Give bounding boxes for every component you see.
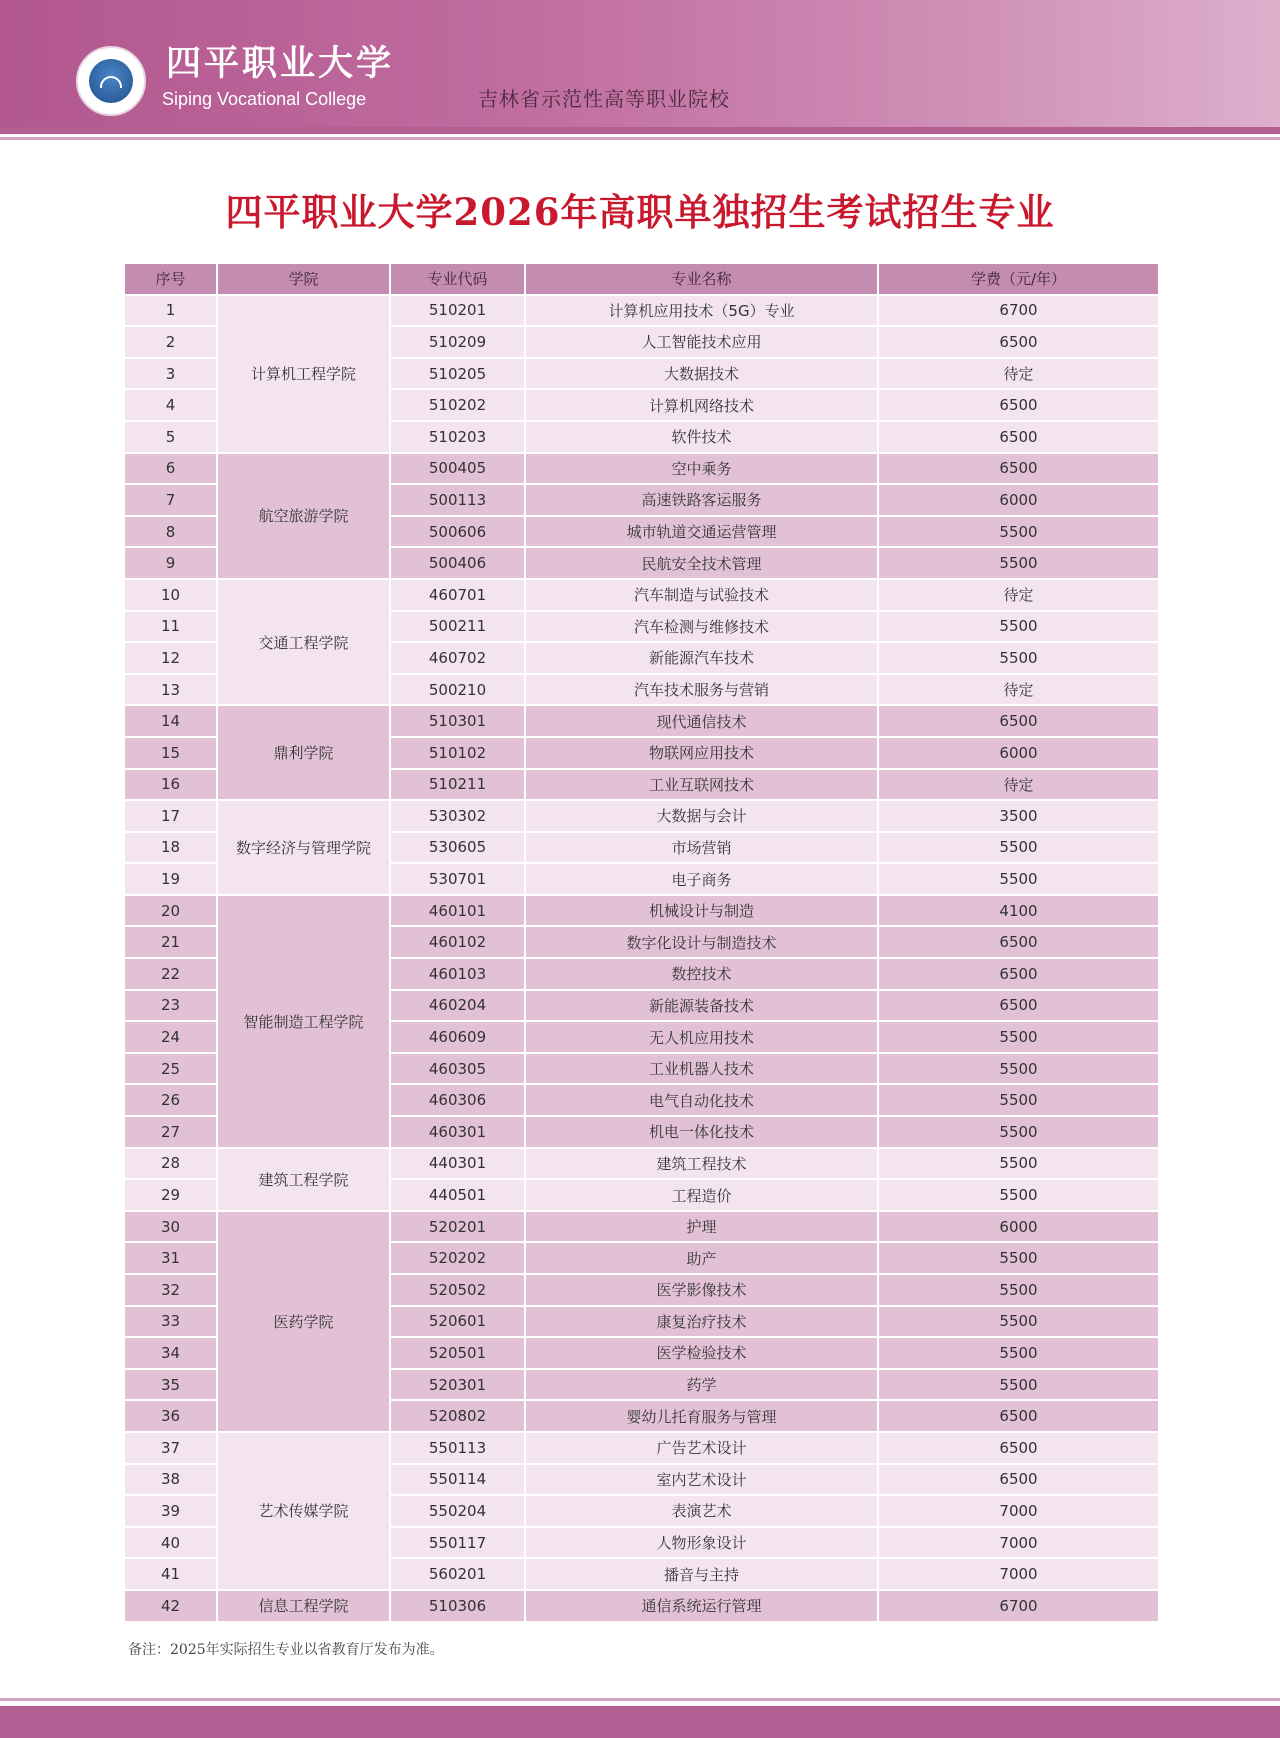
table-row [124,1148,1159,1180]
cell-major: 药学 [525,1369,878,1401]
cell-code: 560201 [390,1558,525,1590]
cell-no: 17 [124,800,217,832]
cell-code: 530605 [390,832,525,864]
brand-name-en: Siping Vocational College [162,89,367,109]
cell-fee: 6500 [878,990,1159,1022]
cell-fee: 5500 [878,547,1159,579]
header-banner [0,0,1280,127]
cell-major: 助产 [525,1242,878,1274]
cell-code: 550114 [390,1464,525,1496]
cell-fee: 待定 [878,358,1159,390]
cell-major: 城市轨道交通运营管理 [525,516,878,548]
cell-code: 550117 [390,1527,525,1559]
cell-no: 33 [124,1306,217,1338]
cell-major: 工程造价 [525,1179,878,1211]
cell-major: 数控技术 [525,958,878,990]
cell-no: 34 [124,1337,217,1369]
cell-college: 医药学院 [217,1211,390,1432]
cell-code: 510209 [390,326,525,358]
cell-code: 520802 [390,1400,525,1432]
cell-major: 室内艺术设计 [525,1464,878,1496]
cell-college: 航空旅游学院 [217,453,390,579]
cell-college: 计算机工程学院 [217,295,390,453]
cell-code: 510203 [390,421,525,453]
cell-major: 表演艺术 [525,1495,878,1527]
cell-major: 汽车技术服务与营销 [525,674,878,706]
cell-fee: 待定 [878,579,1159,611]
brand-name-cn: 四平职业大学 [166,43,395,84]
cell-major: 数字化设计与制造技术 [525,926,878,958]
cell-fee: 6500 [878,1400,1159,1432]
cell-no: 8 [124,516,217,548]
cell-fee: 4100 [878,895,1159,927]
cell-code: 510301 [390,705,525,737]
cell-college: 艺术传媒学院 [217,1432,390,1590]
cell-fee: 6500 [878,421,1159,453]
cell-major: 软件技术 [525,421,878,453]
cell-no: 1 [124,295,217,327]
cell-fee: 待定 [878,769,1159,801]
page-title: 四平职业大学2026年高职单独招生考试招生专业 [225,190,1055,234]
cell-fee: 5500 [878,832,1159,864]
cell-no: 36 [124,1400,217,1432]
cell-major: 新能源装备技术 [525,990,878,1022]
cell-college: 鼎利学院 [217,705,390,800]
cell-fee: 3500 [878,800,1159,832]
footer-bar [0,1706,1280,1738]
cell-code: 440301 [390,1148,525,1180]
cell-fee: 5500 [878,1369,1159,1401]
cell-fee: 5500 [878,1084,1159,1116]
cell-code: 460101 [390,895,525,927]
cell-major: 新能源汽车技术 [525,642,878,674]
cell-code: 460305 [390,1053,525,1085]
brand-tagline: 吉林省示范性高等职业院校 [478,87,730,111]
cell-no: 4 [124,389,217,421]
cell-no: 15 [124,737,217,769]
cell-fee: 7000 [878,1527,1159,1559]
cell-no: 27 [124,1116,217,1148]
cell-no: 23 [124,990,217,1022]
cell-fee: 5500 [878,1337,1159,1369]
cell-fee: 7000 [878,1558,1159,1590]
cell-fee: 5500 [878,642,1159,674]
header-divider [0,127,1280,134]
cell-no: 13 [124,674,217,706]
cell-major: 电子商务 [525,863,878,895]
cell-fee: 6000 [878,737,1159,769]
cell-fee: 5500 [878,516,1159,548]
cell-code: 500113 [390,484,525,516]
college-logo [76,46,146,116]
cell-no: 29 [124,1179,217,1211]
cell-major: 机械设计与制造 [525,895,878,927]
cell-code: 550113 [390,1432,525,1464]
cell-no: 18 [124,832,217,864]
cell-major: 电气自动化技术 [525,1084,878,1116]
cell-major: 现代通信技术 [525,705,878,737]
table-row [124,800,1159,832]
cell-code: 520502 [390,1274,525,1306]
cell-fee: 5500 [878,1116,1159,1148]
cell-no: 22 [124,958,217,990]
cell-college: 数字经济与管理学院 [217,800,390,895]
cell-fee: 6500 [878,1432,1159,1464]
cell-code: 520301 [390,1369,525,1401]
cell-code: 510205 [390,358,525,390]
cell-major: 计算机网络技术 [525,389,878,421]
table-row [124,1432,1159,1464]
cell-major: 汽车制造与试验技术 [525,579,878,611]
footer-divider [0,1698,1280,1701]
cell-major: 工业互联网技术 [525,769,878,801]
cell-no: 32 [124,1274,217,1306]
cell-fee: 6000 [878,1211,1159,1243]
cell-major: 大数据技术 [525,358,878,390]
cell-fee: 5500 [878,611,1159,643]
cell-no: 5 [124,421,217,453]
cell-college: 信息工程学院 [217,1590,390,1622]
cell-code: 460301 [390,1116,525,1148]
column-header-major: 专业名称 [525,263,878,295]
cell-no: 21 [124,926,217,958]
cell-code: 520501 [390,1337,525,1369]
cell-no: 30 [124,1211,217,1243]
cell-no: 40 [124,1527,217,1559]
cell-fee: 5500 [878,1021,1159,1053]
cell-fee: 待定 [878,674,1159,706]
cell-no: 24 [124,1021,217,1053]
cell-no: 42 [124,1590,217,1622]
cell-code: 500606 [390,516,525,548]
cell-major: 人工智能技术应用 [525,326,878,358]
cell-fee: 6500 [878,705,1159,737]
cell-no: 28 [124,1148,217,1180]
cell-fee: 6500 [878,926,1159,958]
header-divider-thin [0,137,1280,140]
cell-code: 520601 [390,1306,525,1338]
cell-major: 康复治疗技术 [525,1306,878,1338]
cell-fee: 5500 [878,863,1159,895]
cell-fee: 6700 [878,295,1159,327]
cell-code: 530701 [390,863,525,895]
cell-code: 530302 [390,800,525,832]
majors-table [123,262,1160,1623]
cell-code: 510102 [390,737,525,769]
cell-code: 500406 [390,547,525,579]
table-row [124,705,1159,737]
cell-no: 41 [124,1558,217,1590]
table-row [124,1211,1159,1243]
cell-major: 市场营销 [525,832,878,864]
cell-major: 汽车检测与维修技术 [525,611,878,643]
cell-major: 建筑工程技术 [525,1148,878,1180]
cell-no: 19 [124,863,217,895]
cell-major: 婴幼儿托育服务与管理 [525,1400,878,1432]
cell-no: 26 [124,1084,217,1116]
cell-major: 医学影像技术 [525,1274,878,1306]
cell-fee: 6000 [878,484,1159,516]
cell-no: 39 [124,1495,217,1527]
cell-no: 10 [124,579,217,611]
table-row [124,895,1159,927]
cell-fee: 5500 [878,1148,1159,1180]
cell-code: 510201 [390,295,525,327]
cell-no: 2 [124,326,217,358]
cell-no: 9 [124,547,217,579]
cell-major: 广告艺术设计 [525,1432,878,1464]
cell-major: 通信系统运行管理 [525,1590,878,1622]
cell-college: 智能制造工程学院 [217,895,390,1148]
cell-code: 460609 [390,1021,525,1053]
cell-code: 510306 [390,1590,525,1622]
cell-code: 460306 [390,1084,525,1116]
cell-major: 空中乘务 [525,453,878,485]
cell-code: 550204 [390,1495,525,1527]
footnote: 备注：2025年实际招生专业以省教育厅发布为准。 [128,1642,444,1658]
cell-college: 交通工程学院 [217,579,390,705]
cell-code: 500211 [390,611,525,643]
column-header-no: 序号 [124,263,217,295]
cell-major: 民航安全技术管理 [525,547,878,579]
cell-no: 12 [124,642,217,674]
cell-major: 物联网应用技术 [525,737,878,769]
cell-no: 31 [124,1242,217,1274]
cell-fee: 6500 [878,389,1159,421]
cell-major: 无人机应用技术 [525,1021,878,1053]
cell-major: 人物形象设计 [525,1527,878,1559]
cell-no: 16 [124,769,217,801]
cell-no: 20 [124,895,217,927]
cell-code: 500405 [390,453,525,485]
cell-no: 35 [124,1369,217,1401]
cell-code: 460204 [390,990,525,1022]
cell-code: 460103 [390,958,525,990]
cell-fee: 6500 [878,453,1159,485]
cell-no: 25 [124,1053,217,1085]
cell-major: 护理 [525,1211,878,1243]
table-body [124,295,1159,1622]
cell-major: 大数据与会计 [525,800,878,832]
cell-code: 520201 [390,1211,525,1243]
cell-code: 440501 [390,1179,525,1211]
cell-major: 工业机器人技术 [525,1053,878,1085]
cell-college: 建筑工程学院 [217,1148,390,1211]
cell-fee: 5500 [878,1053,1159,1085]
cell-major: 机电一体化技术 [525,1116,878,1148]
cell-fee: 6500 [878,1464,1159,1496]
cell-code: 510211 [390,769,525,801]
cell-code: 510202 [390,389,525,421]
cell-no: 6 [124,453,217,485]
cell-no: 14 [124,705,217,737]
cell-fee: 6700 [878,1590,1159,1622]
cell-no: 3 [124,358,217,390]
cell-fee: 5500 [878,1306,1159,1338]
cell-code: 500210 [390,674,525,706]
cell-fee: 5500 [878,1274,1159,1306]
table-row [124,579,1159,611]
table-header-row [124,263,1159,295]
column-header-code: 专业代码 [390,263,525,295]
cell-no: 38 [124,1464,217,1496]
cell-major: 医学检验技术 [525,1337,878,1369]
cell-code: 460702 [390,642,525,674]
cell-fee: 5500 [878,1179,1159,1211]
cell-code: 520202 [390,1242,525,1274]
cell-no: 11 [124,611,217,643]
cell-fee: 6500 [878,958,1159,990]
cell-major: 高速铁路客运服务 [525,484,878,516]
column-header-college: 学院 [217,263,390,295]
cell-no: 37 [124,1432,217,1464]
cell-fee: 6500 [878,326,1159,358]
cell-code: 460701 [390,579,525,611]
cell-no: 7 [124,484,217,516]
cell-major: 计算机应用技术（5G）专业 [525,295,878,327]
cell-code: 460102 [390,926,525,958]
table-row [124,295,1159,327]
cell-major: 播音与主持 [525,1558,878,1590]
table-row [124,1590,1159,1622]
column-header-fee: 学费（元/年） [878,263,1159,295]
cell-fee: 7000 [878,1495,1159,1527]
table-row [124,453,1159,485]
cell-fee: 5500 [878,1242,1159,1274]
